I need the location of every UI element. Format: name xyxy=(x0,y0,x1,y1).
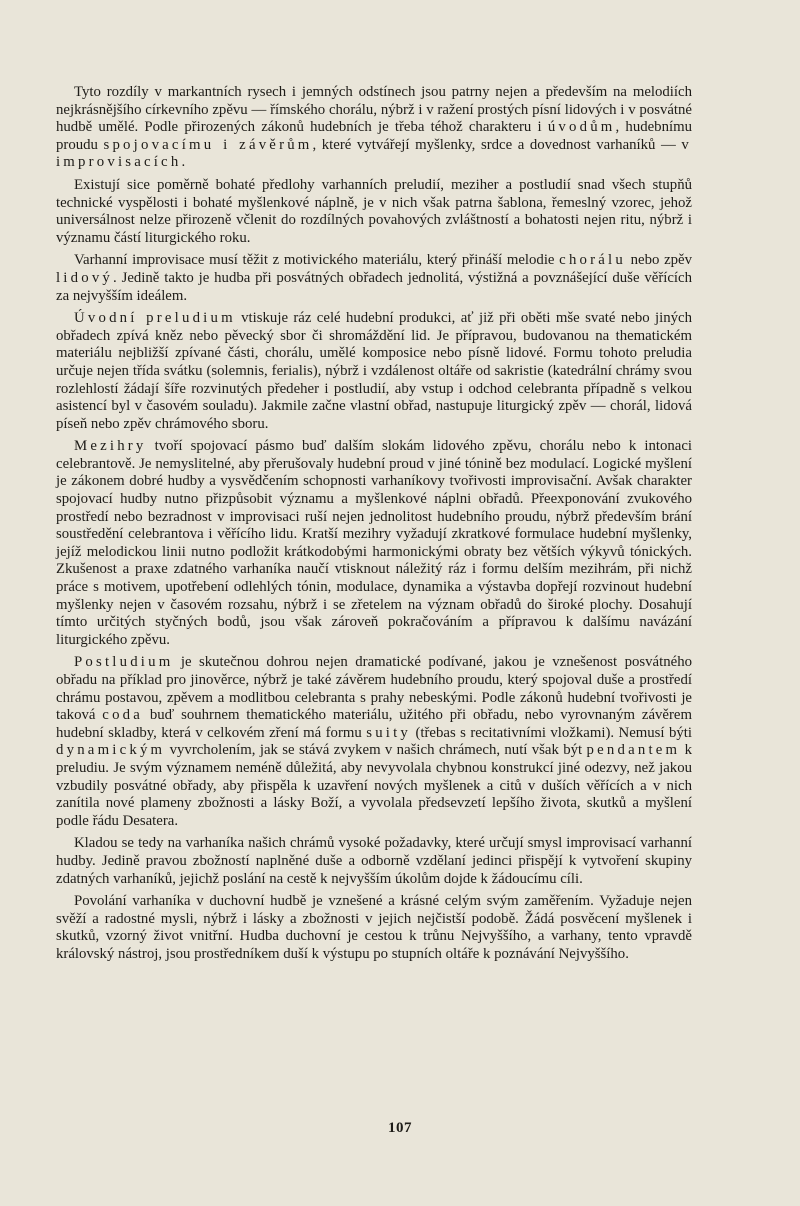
text-run: tvoří spojovací pásmo buď dalším slokám lidového zpěvu, chorálu nebo k intonaci celebrantově. Je nemyslitelné, aby přerušovaly hudební proud v jiné tónině bez modulací. Logické myšlení je zákonem dobré hudby a vysvědčením schopnosti varhaníkovy tvořivosti improvisační. Avšak charakter spojovací hudby nutno přizpůsobit významu a myšlenkové náplni obřadů. Přeexponování zvukového prostředí nebo bezradnost v improvisaci ruší nejen jednolitost hudebního proudu, nýbrž především brání soustředění celebrantova i věřícího lidu. Kratší mezihry vyžadují zkratkové formulace hudební myšlenky, jejíž melodickou linii nutno podložit krátkodobými harmonickými obraty bez větších výkyvů tónických. Zkušenost a praxe zdatného varhaníka naučí vtisknout náležitý ráz i formu delším mezihrám, při nichž práce s motivem, upotřebení odlehlých tónin, modulace, dynamika a výstavba dopřejí rozvinout hudební myšlenky nejen v časovém rozsahu, nýbrž i se zřetelem na význam obřadů do široké plochy. Dosahují tímto určitých styčných bodů, jsou však zároveň pokračováním a přípravou k dalšímu navázání liturgického zpěvu. xyxy=(56,438,692,648)
spaced-emphasis: spojovacímu i závěrům xyxy=(103,136,313,153)
paragraph xyxy=(56,654,692,830)
paragraph xyxy=(56,438,692,649)
spaced-emphasis: Mezihry xyxy=(74,438,147,455)
spaced-emphasis: Postludium xyxy=(74,654,174,671)
paragraph xyxy=(56,84,692,172)
text-run: (třebas s recitativními vložkami). Nemusí býti xyxy=(411,724,692,741)
text-run: Kladou se tedy na varhaníka našich chrámů vysoké požadavky, které určují smysl improvisací varhanní hudby. Jedině pravou zbožností naplněné duše a odborně vzdělaní jedinci přispějí k vytvoření skupiny zdatných varhaníků, jejichž poslání na cestě k nejvyšším úkolům dojde k žádoucímu cíli. xyxy=(56,835,692,887)
paragraph xyxy=(56,893,692,963)
spaced-emphasis: dynamickým xyxy=(56,742,166,759)
text-run: nebo zpěv xyxy=(625,252,692,269)
text-run: , které vytvářejí myšlenky, srdce a dovednost varhaníků — xyxy=(312,136,682,153)
page-number: 107 xyxy=(388,1120,412,1136)
text-run: Varhanní improvisace musí těžit z motivického materiálu, který přináší melodie xyxy=(74,252,560,269)
text-run: . xyxy=(181,154,186,171)
spaced-emphasis: úvodům xyxy=(547,119,616,136)
spaced-emphasis: v improvisacích xyxy=(56,136,692,171)
text-run: , hudebnímu proudu xyxy=(56,119,692,153)
paragraph xyxy=(56,835,692,888)
spaced-emphasis: pendantem xyxy=(586,742,681,759)
text-run: Existují sice poměrně bohaté předlohy varhanních preludií, meziher a postludií snad všech stupňů technické vyspělosti i bohaté myšlenkové náplně, je v nich však patrna šablona, řemeslný vzorec, jehož universálnost nelze přirozeně včlenit do rozdílných povahových zvláštností a bohatosti nejen ritu, nýbrž i významu částí liturgického roku. xyxy=(56,176,692,246)
text-run: k preludiu. Je svým významem neméně důležitá, aby nevyvolala chybnou konstrukcí jiné odezvy, než jakou vzbudily posvátné obřady, aby přispěla k uzavření nových myšlenek a citů v duších věřících a v nich zanítila nové plameny zbožnosti a lásky Boží, a vyvolala předsevzetí lepšího života, skutků a myšlení podle řádu Desatera. xyxy=(56,742,692,829)
paragraph xyxy=(56,177,692,247)
text-run: Tyto rozdíly v markantních rysech i jemných odstínech jsou patrny nejen a především na melodiích nejkrásnějšího církevního zpěvu — římského chorálu, nýbrž i v ražení prostých písní lidových i v posvátné hudbě umělé. Podle přirozených zákonů hudebních je třeba téhož charakteru i xyxy=(56,84,692,136)
text-run: je skutečnou dohrou nejen dramatické podívané, jakou je vznešenost posvátného obřadu na příklad pro jinověrce, nýbrž je také závěrem hudebního proudu, který spojoval duše a prostředí chrámu postavou, zpěvem a modlitbou celebranta s prahy nebeskými. Podle zákonů hudební tvořivosti je taková xyxy=(56,654,692,724)
paragraph xyxy=(56,310,692,433)
spaced-emphasis: coda xyxy=(102,707,144,724)
spaced-emphasis: Úvodní preludium xyxy=(74,310,236,327)
paragraph xyxy=(56,252,692,305)
text-run: buď souhrnem thematického materiálu, užitého při obřadu, nebo vyrovnaným závěrem hudební skladby, která v celkovém zření má formu xyxy=(56,707,692,741)
spaced-emphasis: suity xyxy=(366,724,412,741)
body-text xyxy=(56,84,692,964)
spaced-emphasis: chorálu xyxy=(559,252,626,269)
spaced-emphasis: lidový xyxy=(56,269,114,286)
text-run: vtiskuje ráz celé hudební produkci, ať již při oběti mše svaté nebo jiných obřadech zpívá kněz nebo pěvecký sbor či shromáždění lid. Je přípravou, budovanou na thematickém materiálu nejbližší zpívané části, chorálu, umělé komposice nebo písně lidové. Formu tohoto preludia určuje nejen třída svátku (solemnis, ferialis), nýbrž i vzdálenost oltáře od sakristie (katedrální chrámy svou rozlehlostí žádají šíře rozvinutých předeher i postludií, aby vstup i odchod celebranta případně s velkou asistencí byl v časovém souladu). Jakmile začne vlastní obřad, nastupuje liturgický zpěv — chorál, lidová píseň nebo zpěv chrámového sboru. xyxy=(56,310,692,432)
text-run: . Jedině takto je hudba při posvátných obřadech jednolitá, výstižná a povznášející duše věřících za nejvyšším ideálem. xyxy=(56,269,692,304)
text-run: vyvrcholením, jak se stává zvykem v našich chrámech, nutí však být xyxy=(165,742,587,759)
text-run: Povolání varhaníka v duchovní hudbě je vznešené a krásné celým svým zaměřením. Vyžaduje nejen svěží a radostné mysli, nýbrž i lásky a zbožnosti v jejich nejčistší podobě. Žádá posvěcení myšlenek i skutků, vzorný život vnitřní. Hudba duchovní je cestou k trůnu Nejvyššího, a varhany, tento vpravdě královský nástroj, jsou prostředníkem duší k výstupu po stupních oltáře k poznávání Nejvyššího. xyxy=(56,893,692,962)
